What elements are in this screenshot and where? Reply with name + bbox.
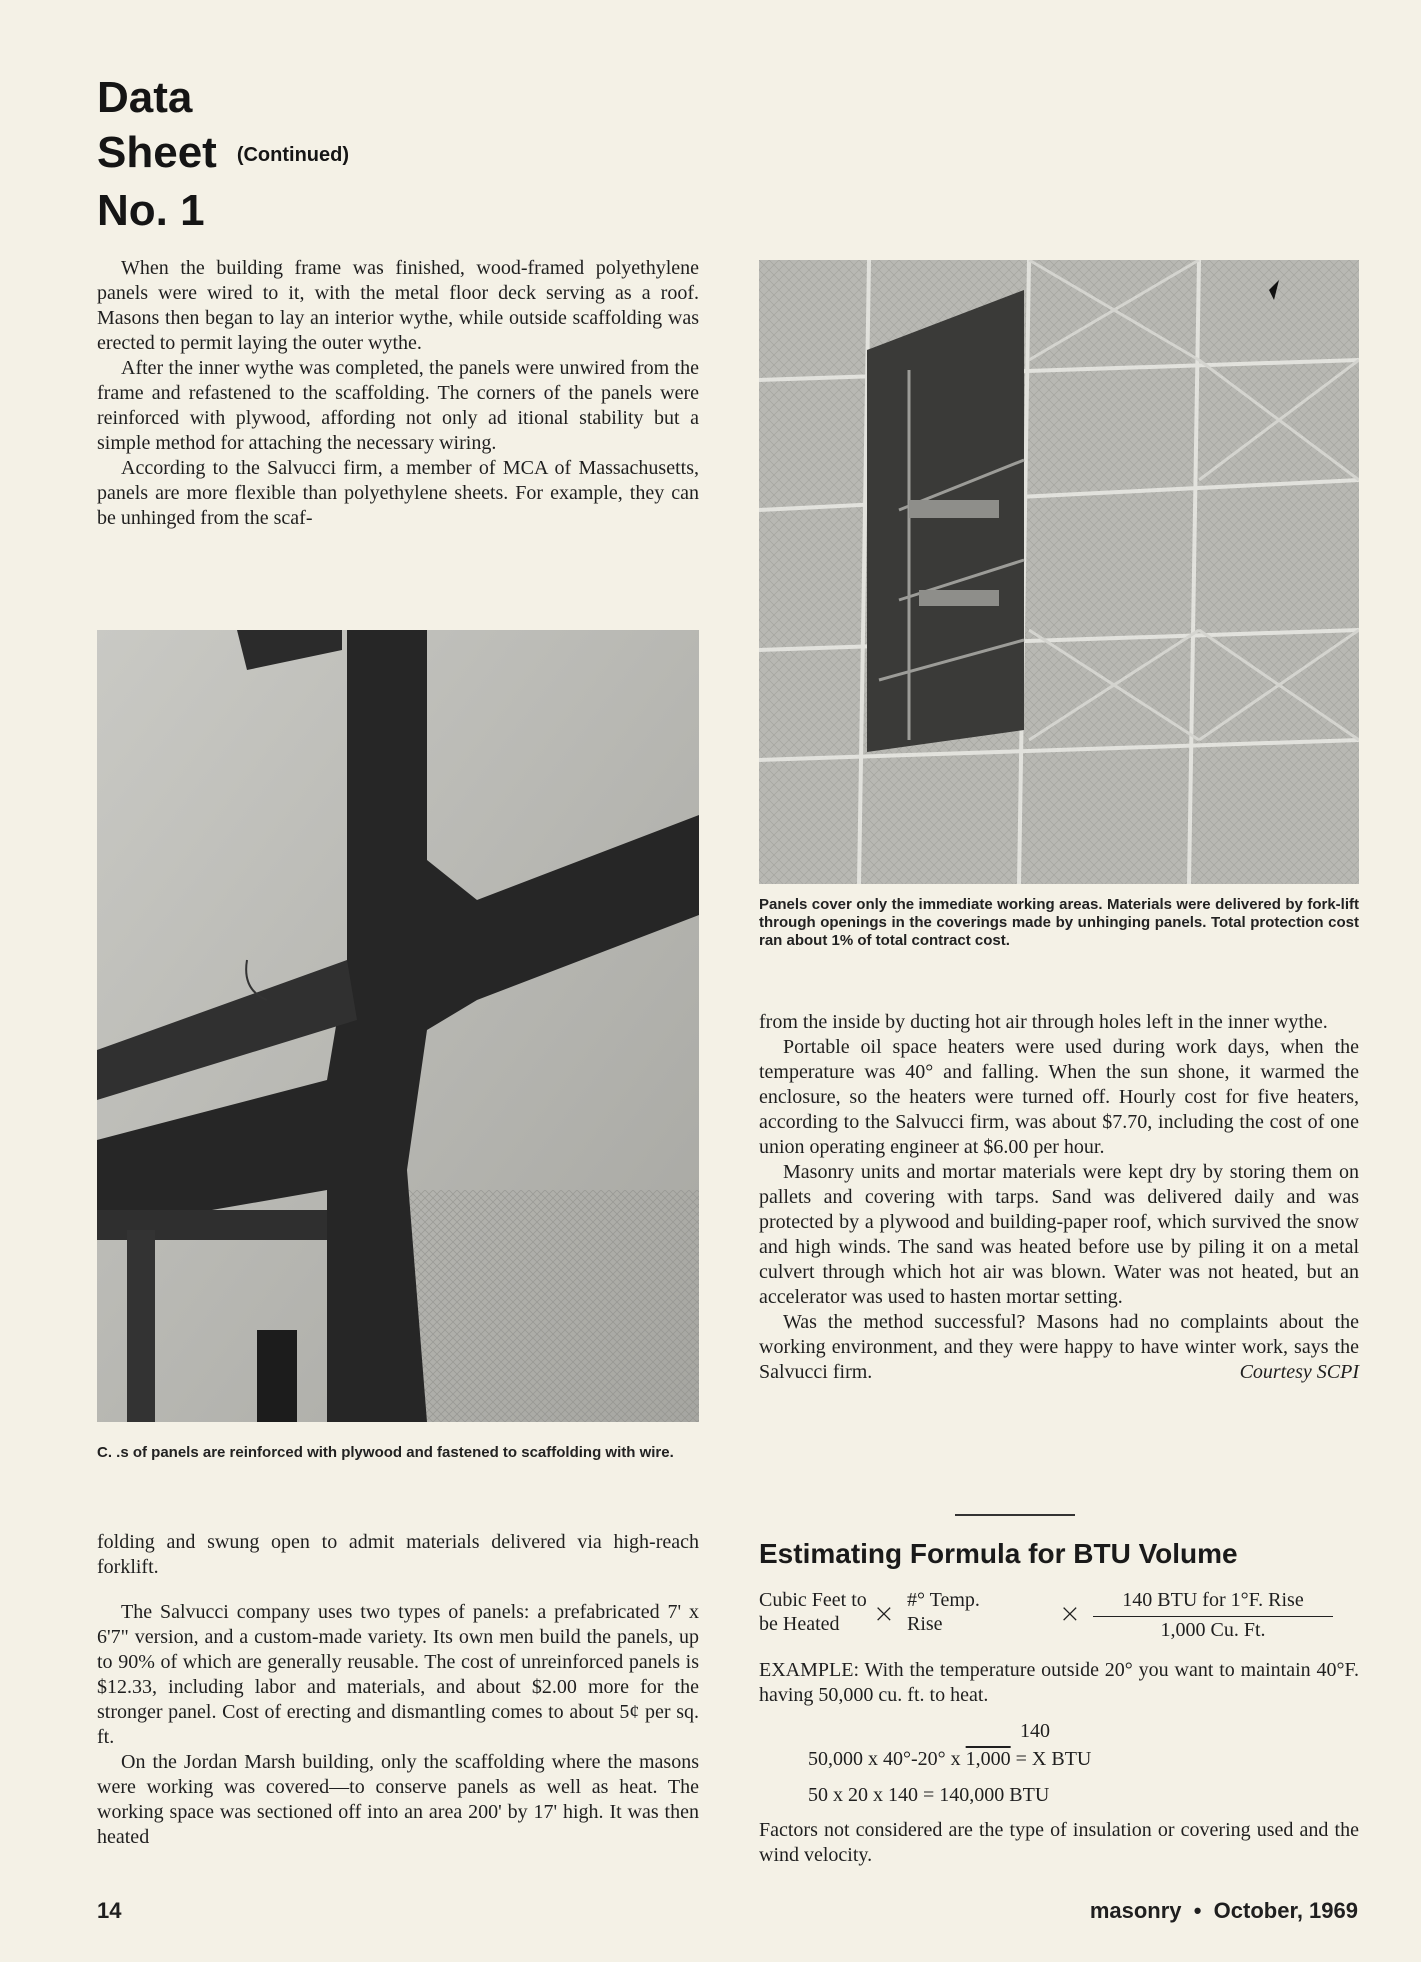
paragraph: The Salvucci company uses two types of panels: a prefabricated 7' x 6'7" version, and a custom-made variety. Its own men build the panels, up to 90% of which are generally reusable. The cost of unreinforced panels is $12.33, including labor and materials, and about $2.00 more for the stronger panel. Cost of erecting and dismantling comes to about 5¢ per sq. ft. — [97, 1601, 699, 1748]
photo-caption-right: Panels cover only the immediate working areas. Materials were delivered by fork-lift through openings in the coverings made by unhinging panels. Total protection cost ran about 1% of total contract cost. — [759, 896, 1359, 949]
photo-caption-left: C. .s of panels are reinforced with plywood and fastened to scaffolding with wire. — [97, 1444, 674, 1461]
fraction-bar — [1093, 1616, 1333, 1617]
equation-numerator: 140 — [1020, 1720, 1050, 1742]
paragraph: folding and swung open to admit materials delivered via high-reach forklift. — [97, 1531, 699, 1578]
left-column-bottom — [97, 1530, 699, 1850]
formula-term-temp — [907, 1588, 980, 1636]
title-line-2 — [97, 125, 349, 183]
formula-term-volume — [759, 1588, 867, 1636]
paragraph: from the inside by ducting hot air through holes left in the inner wythe. — [759, 1011, 1328, 1033]
btu-factors-note: Factors not considered are the type of insulation or covering used and the wind velocity. — [759, 1819, 1359, 1866]
photo-scaffold-corner-image — [97, 630, 699, 1422]
paragraph-text: Was the method successful? Masons had no complaints about the working environment, and they were happy to have winter work, says the Salvucci firm. — [759, 1311, 1359, 1383]
times-sign: × — [1059, 1599, 1081, 1629]
photo-panel-wall — [759, 260, 1359, 884]
paragraph: Masonry units and mortar materials were kept dry by storing them on pallets and covering with tarps. Sand was delivered daily and was protected by a plywood and building-paper roof, which survived the snow and high winds. The sand was heated before use by piling it on a metal culvert through which hot air was blown. Water was not heated, but an accelerator was used to hasten mortar setting. — [759, 1161, 1359, 1308]
courtesy-credit: Courtesy SCPI — [1239, 1361, 1359, 1383]
title-line-1: Data — [97, 73, 193, 122]
paragraph: On the Jordan Marsh building, only the scaffolding where the masons were working was covered—to conserve panels as well as heat. The working space was sectioned off into an area 200' by 17' high. It was then heated — [97, 1751, 699, 1848]
left-column-top — [97, 256, 699, 531]
formula-term-volume-line1: Cubic Feet to — [759, 1589, 867, 1611]
btu-example: EXAMPLE: With the temperature outside 20° you want to maintain 40°F. having 50,000 cu. ft. to heat. — [759, 1659, 1359, 1706]
section-divider — [955, 1514, 1075, 1516]
right-column — [759, 1010, 1359, 1385]
equation-part: 50,000 x 40°-20° x — [808, 1748, 966, 1770]
page-title — [97, 70, 349, 238]
title-continued: (Continued) — [236, 143, 350, 166]
formula-term-temp-line2: Rise — [907, 1613, 943, 1635]
title-line-3: No. 1 — [97, 185, 205, 235]
equation-line-1 — [808, 1748, 1091, 1771]
paragraph: Portable oil space heaters were used during work days, when the temperature was 40° and falling. When the sun shone, it warmed the enclosure, so the heaters were turned off. Hourly cost for five heaters, according to the Salvucci firm, was about $7.70, including the cost of one union operating engineer at $6.00 per hour. — [759, 1036, 1359, 1158]
photo-panel-wall-image — [759, 260, 1359, 884]
publication-footer: masonry • October, 1969 — [1089, 1898, 1358, 1923]
formula-term-volume-line2: be Heated — [759, 1613, 840, 1635]
page-number: 14 — [97, 1898, 122, 1923]
formula-numerator: 140 BTU for 1°F. Rise — [1122, 1589, 1304, 1611]
times-sign: × — [873, 1599, 895, 1629]
formula-denominator: 1,000 Cu. Ft. — [1160, 1619, 1266, 1641]
photo-scaffold-corner — [97, 630, 699, 1422]
btu-formula — [759, 1588, 1359, 1644]
equation-line-2: 50 x 20 x 140 = 140,000 BTU — [808, 1784, 1050, 1806]
formula-term-temp-line1: #° Temp. — [907, 1589, 980, 1611]
paragraph — [759, 1310, 1359, 1385]
paragraph: After the inner wythe was completed, the panels were unwired from the frame and refastened to the scaffolding. The corners of the panels were reinforced with plywood, affording not only ad itional stability but a simple method for attaching the necessary wiring. — [97, 357, 699, 454]
equation-result: = X BTU — [1010, 1748, 1092, 1770]
paragraph: According to the Salvucci firm, a member of MCA of Massachusetts, panels are more flexible than polyethylene sheets. For example, they can be unhinged from the scaf- — [97, 457, 699, 529]
title-sheet: Sheet — [97, 128, 217, 177]
paragraph: When the building frame was finished, wood-framed polyethylene panels were wired to it, with the metal floor deck serving as a roof. Masons then began to lay an interior wythe, while outside scaffolding was erected to permit laying the outer wythe. — [97, 257, 699, 354]
btu-heading: Estimating Formula for BTU Volume — [759, 1538, 1238, 1569]
equation-denominator: 1,000 — [965, 1748, 1011, 1770]
